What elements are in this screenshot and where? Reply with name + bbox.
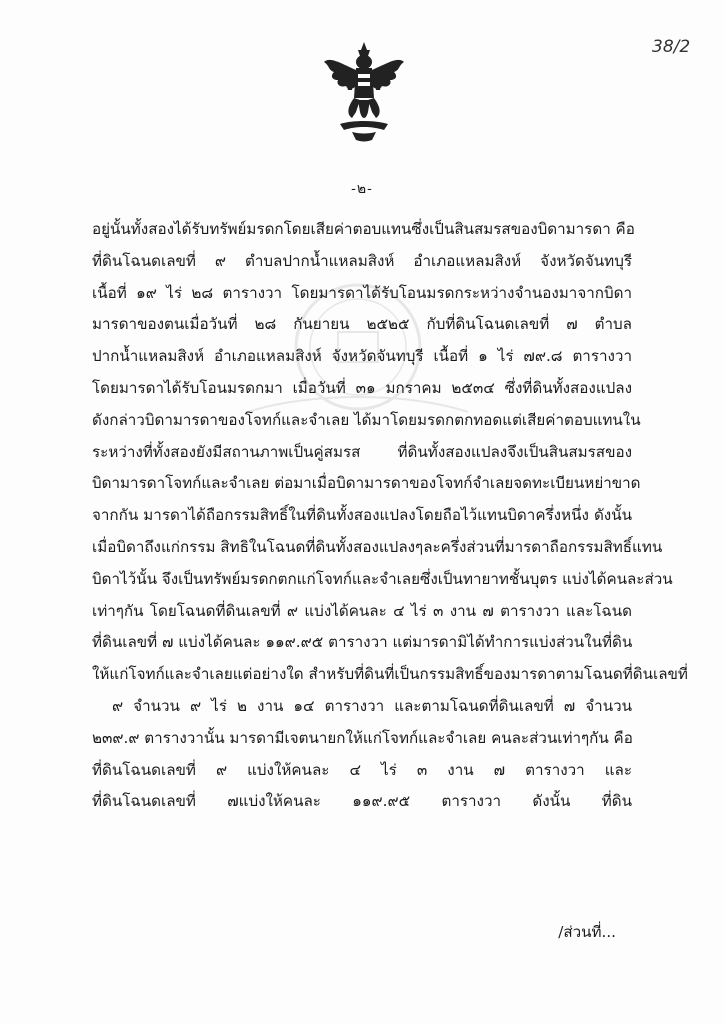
handwritten-reference-number (648, 30, 708, 60)
body-line: บิดาไว้นั้น จึงเป็นทรัพย์มรดกตกแก่โจทก์และจำเลยซึ่งเป็นทายาทชั้นบุตร แบ่งได้คนละส่วน (92, 569, 673, 588)
garuda-emblem (322, 40, 406, 144)
body-line: ที่ดินโฉนดเลขที่ ๙ แบ่งให้คนละ ๔ ไร่ ๓ งาน ๗ ตารางวา และ (92, 760, 632, 779)
body-line: ดังกล่าวบิดามารดาของโจทก์และจำเลย ได้มาโดยมรดกตกทอดแต่เสียค่าตอบแทนใน (92, 410, 641, 429)
body-line: ปากน้ำแหลมสิงห์ อำเภอแหลมสิงห์ จังหวัดจันทบุรี เนื้อที่ ๑ ไร่ ๗๙.๘ ตารางวา (92, 347, 632, 366)
body-line: โดยมารดาได้รับโอนมรดกมา เมื่อวันที่ ๓๑ มกราคม ๒๕๓๔ ซึ่งที่ดินทั้งสองแปลง (92, 378, 632, 397)
body-line: มารดาของตนเมื่อวันที่ ๒๘ กันยายน ๒๕๒๕ กับที่ดินโฉนดเลขที่ ๗ ตำบล (92, 315, 632, 334)
body-line: ๙ จำนวน ๙ ไร่ ๒ งาน ๑๔ ตารางวา และตามโฉนดที่ดินเลขที่ ๗ จำนวน (112, 696, 632, 715)
document-body (92, 214, 688, 818)
body-line: ให้แก่โจทก์และจำเลยแต่อย่างใด สำหรับที่ดินที่เป็นกรรมสิทธิ์ของมารดาตามโฉนดที่ดินเลขที่ (92, 665, 688, 684)
body-line: จากกัน มารดาได้ถือกรรมสิทธิ์ในที่ดินทั้งสองแปลงโดยถือไว้แทนบิดาครึ่งหนึ่ง ดังนั้น (92, 506, 632, 525)
body-line: ที่ดินเลขที่ ๗ แบ่งได้คนละ ๑๑๙.๙๕ ตารางวา แต่มารดามิได้ทำการแบ่งส่วนในที่ดิน (92, 633, 633, 652)
body-line: ๒๓๙.๙ ตารางวานั้น มารดามีเจตนายกให้แก่โจทก์และจำเลย คนละส่วนเท่าๆกัน คือ (92, 728, 633, 747)
body-line: เนื้อที่ ๑๙ ไร่ ๒๘ ตารางวา โดยมารดาได้รับโอนมรดกระหว่างจำนองมาจากบิดา (92, 283, 632, 302)
body-line: ที่ดินโฉนดเลขที่ ๗แบ่งให้คนละ ๑๑๙.๙๕ ตารางวา ดังนั้น ที่ดิน (92, 792, 632, 811)
body-line: ระหว่างที่ทั้งสองยังมีสถานภาพเป็นคู่สมรส ที่ดินทั้งสองแปลงจึงเป็นสินสมรสของ (92, 442, 632, 461)
svg-text:38/2: 38/2 (652, 37, 691, 57)
page-number: -๒- (351, 181, 373, 197)
body-line: เท่าๆกัน โดยโฉนดที่ดินเลขที่ ๙ แบ่งได้คนละ ๔ ไร่ ๓ งาน ๗ ตารางวา และโฉนด (92, 601, 632, 620)
body-line: ที่ดินโฉนดเลขที่ ๙ ตำบลปากน้ำแหลมสิงห์ อำเภอแหลมสิงห์ จังหวัดจันทบุรี (92, 251, 632, 270)
body-line: อยู่นั้นทั้งสองได้รับทรัพย์มรดกโดยเสียค่าตอบแทนซึ่งเป็นสินสมรสของบิดามารดา คือ (92, 220, 635, 238)
continuation-marker: /ส่วนที่... (558, 923, 616, 941)
body-line: เมื่อบิดาถึงแก่กรรม สิทธิในโฉนดที่ดินทั้งสองแปลงๆละครึ่งส่วนที่มารดาถือกรรมสิทธิ์แทน (92, 537, 663, 556)
body-line: บิดามารดาโจทก์และจำเลย ต่อมาเมื่อบิดามารดาของโจทก์จำเลยจดทะเบียนหย่าขาด (92, 474, 641, 493)
